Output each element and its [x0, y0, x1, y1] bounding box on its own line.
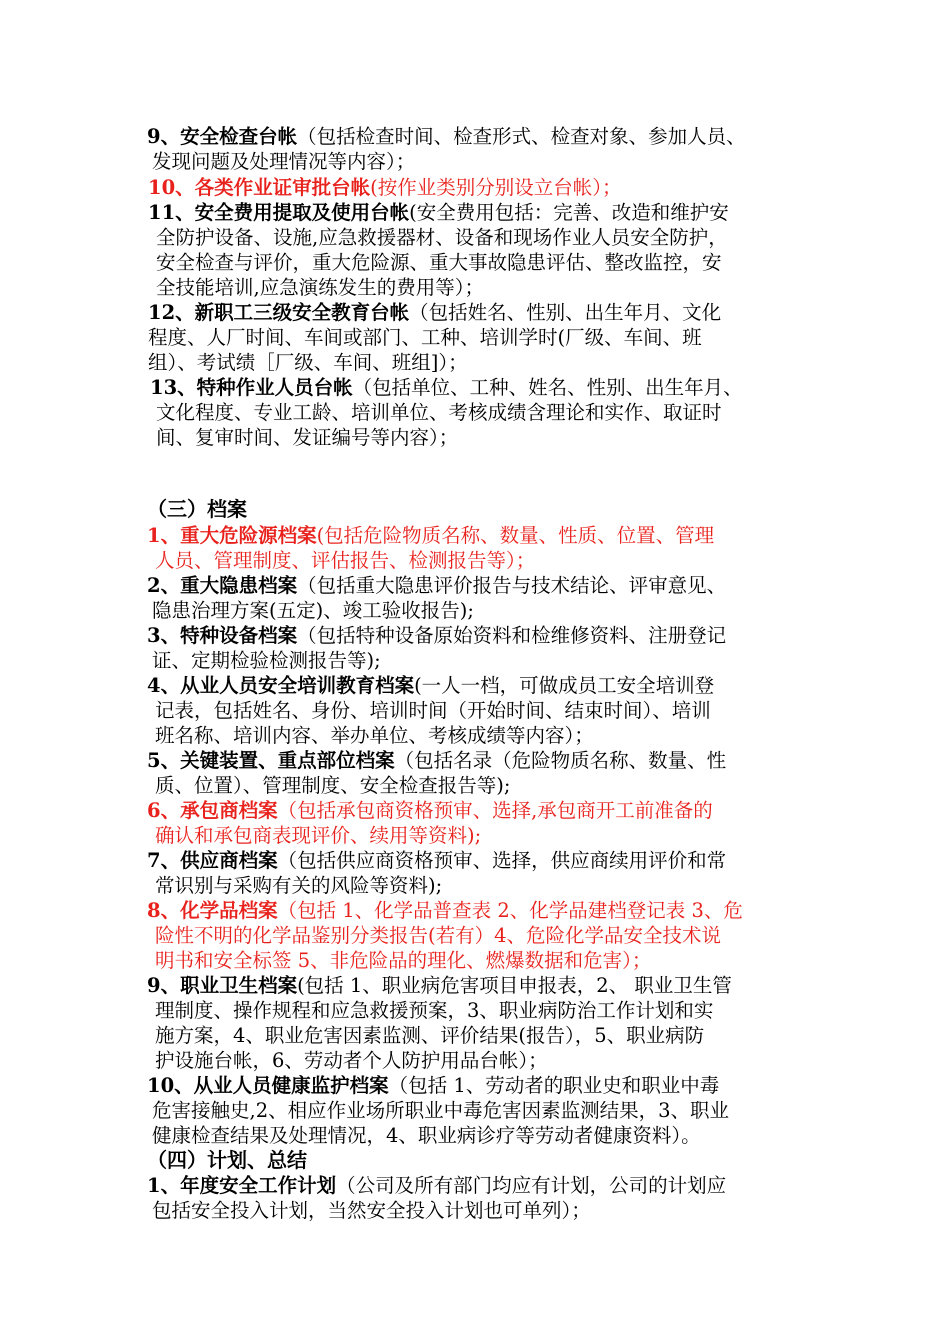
item-text: 护设施台帐，6、劳动者个人防护用品台帐）；	[155, 1049, 548, 1072]
item-text: 质、位置）、管理制度、安全检查报告等);	[155, 774, 511, 797]
item-title: 10、各类作业证审批台帐	[148, 176, 371, 199]
item-text: 安全检查与评价，重大危险源、重大事故隐患评估、整改监控，安	[156, 251, 722, 274]
archive-item-3	[147, 623, 726, 648]
item-text: 全防护设备、设施,应急救援器材、设备和现场作业人员安全防护，	[156, 226, 728, 249]
archive-item-4-cont	[155, 698, 711, 723]
archive-item-4-cont	[155, 723, 594, 748]
item-text: 文化程度、专业工龄、培训单位、考核成绩含理论和实作、取证时	[156, 401, 722, 424]
ledger-item-13-cont	[156, 400, 722, 425]
item-text: 理制度、操作规程和应急救援预案，3、职业病防治工作计划和实	[155, 999, 714, 1022]
item-text: 人员、管理制度、评估报告、检测报告等）；	[155, 549, 536, 572]
item-text: (按作业类别分别设立台帐）；	[370, 176, 622, 199]
ledger-item-12-cont	[148, 325, 702, 350]
item-text: 确认和承包商表现评价、续用等资料);	[155, 824, 482, 847]
item-text: （包括 1、化学品普查表 2、化学品建档登记表 3、危	[277, 899, 743, 922]
ledger-item-11-cont	[156, 275, 484, 300]
archive-item-2	[147, 573, 726, 598]
ledger-item-11-cont	[156, 225, 728, 250]
ledger-item-12	[148, 300, 721, 325]
item-title: 9、职业卫生档案	[147, 974, 298, 997]
item-text: 施方案，4、职业危害因素监测、评价结果(报告），5、职业病防	[155, 1024, 705, 1047]
item-text: （包括承包商资格预审、选择,承包商开工前准备的	[277, 799, 713, 822]
item-title: 3、特种设备档案	[147, 624, 298, 647]
item-text: 发现问题及处理情况等内容）；	[152, 150, 416, 173]
archive-item-9	[147, 973, 732, 998]
item-title: 7、供应商档案	[147, 849, 278, 872]
archive-item-8-cont	[155, 948, 651, 973]
item-text: 包括安全投入计划，当然安全投入计划也可单列）；	[152, 1199, 591, 1222]
archive-item-7	[147, 848, 726, 873]
archive-item-10	[147, 1073, 719, 1098]
ledger-item-13	[150, 375, 743, 400]
item-text: 班名称、培训内容、举办单位、考核成绩等内容）；	[155, 724, 594, 747]
archive-item-5-cont	[155, 773, 510, 798]
archive-item-6-cont	[155, 823, 481, 848]
archive-item-2-cont	[152, 598, 474, 623]
item-text: 危害接触史,2、相应作业场所职业中毒危害因素监测结果，3、职业	[152, 1099, 730, 1122]
ledger-item-11-cont	[156, 250, 722, 275]
item-text: (一人一档，可做成员工安全培训登	[414, 674, 715, 697]
item-title: 1、重大危险源档案	[147, 524, 317, 547]
archive-item-9-cont	[155, 1023, 704, 1048]
item-text: （包括重大隐患评价报告与技术结论、评审意见、	[297, 574, 727, 597]
archive-item-10-cont	[152, 1098, 729, 1123]
archive-item-8-cont	[155, 923, 721, 948]
archive-item-5	[147, 748, 726, 773]
item-text: （包括特种设备原始资料和检维修资料、注册登记	[297, 624, 727, 647]
archive-item-10-cont	[152, 1123, 701, 1148]
item-text: 组）、考试绩［厂级、车间、班组]）；	[148, 351, 468, 374]
archive-item-3-cont	[152, 648, 381, 673]
item-title: 5、关键装置、重点部位档案	[147, 749, 395, 772]
item-text: 全技能培训,应急演练发生的费用等）；	[156, 276, 484, 299]
item-title: 11、安全费用提取及使用台帐	[148, 201, 410, 224]
item-text: 险性不明的化学品鉴别分类报告(若有）4、危险化学品安全技术说	[155, 924, 722, 947]
item-text: 记表，包括姓名、身份、培训时间（开始时间、结束时间）、培训	[155, 699, 711, 722]
ledger-item-12-cont	[148, 350, 468, 375]
item-text: 程度、人厂时间、车间或部门、工种、培训学时(厂级、车间、班	[148, 326, 702, 349]
item-title: 4、从业人员安全培训教育档案	[147, 674, 415, 697]
archive-item-6	[147, 798, 713, 823]
archive-item-9-cont	[155, 1048, 548, 1073]
item-title: 10、从业人员健康监护档案	[147, 1074, 389, 1097]
item-title: 6、承包商档案	[147, 799, 278, 822]
item-text: 证、定期检验检测报告等);	[152, 649, 381, 672]
item-text: （包括单位、工种、姓名、性别、出生年月、	[352, 376, 743, 399]
item-text: (包括 1、职业病危害项目申报表，2、 职业卫生管	[297, 974, 732, 997]
ledger-item-11	[148, 200, 729, 225]
item-text: (包括危险物质名称、数量、性质、位置、管理	[316, 524, 715, 547]
item-text: （包括名录（危险物质名称、数量、性	[394, 749, 727, 772]
item-title: 2、重大隐患档案	[147, 574, 298, 597]
ledger-item-13-cont	[156, 425, 458, 450]
item-text: 间、复审时间、发证编号等内容）；	[156, 426, 459, 449]
plan-item-1	[147, 1173, 726, 1198]
archive-item-1	[147, 523, 714, 548]
archive-item-8	[147, 898, 743, 923]
ledger-item-9	[147, 124, 746, 149]
section-heading-archives: （三）档案	[147, 497, 247, 521]
plan-item-1-cont	[152, 1198, 591, 1223]
item-text: （包括 1、劳动者的职业史和职业中毒	[388, 1074, 720, 1097]
item-text: （包括检查时间、检查形式、检查对象、参加人员、	[297, 125, 746, 148]
archive-item-4	[147, 673, 714, 698]
item-title: 1、年度安全工作计划	[147, 1174, 337, 1197]
item-title: 13、特种作业人员台帐	[150, 376, 353, 399]
ledger-item-10	[148, 175, 622, 200]
archive-item-1-cont	[155, 548, 535, 573]
section-heading-plans: （四）计划、总结	[147, 1148, 307, 1172]
ledger-item-9-cont	[152, 149, 415, 174]
item-title: 12、新职工三级安全教育台帐	[148, 301, 410, 324]
item-text: (安全费用包括：完善、改造和维护安	[409, 201, 729, 224]
item-text: （包括姓名、性别、出生年月、文化	[409, 301, 722, 324]
item-text: （包括供应商资格预审、选择，供应商续用评价和常	[277, 849, 727, 872]
item-text: 健康检查结果及处理情况，4、职业病诊疗等劳动者健康资料）。	[152, 1124, 701, 1147]
item-text: 隐患治理方案(五定)、竣工验收报告);	[152, 599, 474, 622]
item-title: 8、化学品档案	[147, 899, 278, 922]
archive-item-9-cont	[155, 998, 713, 1023]
item-text: 明书和安全标签 5、非危险品的理化、燃爆数据和危害）；	[155, 949, 652, 972]
item-text: （公司及所有部门均应有计划，公司的计划应	[336, 1174, 727, 1197]
item-title: 9、安全检查台帐	[147, 125, 298, 148]
archive-item-7-cont	[155, 873, 442, 898]
item-text: 常识别与采购有关的风险等资料);	[155, 874, 443, 897]
